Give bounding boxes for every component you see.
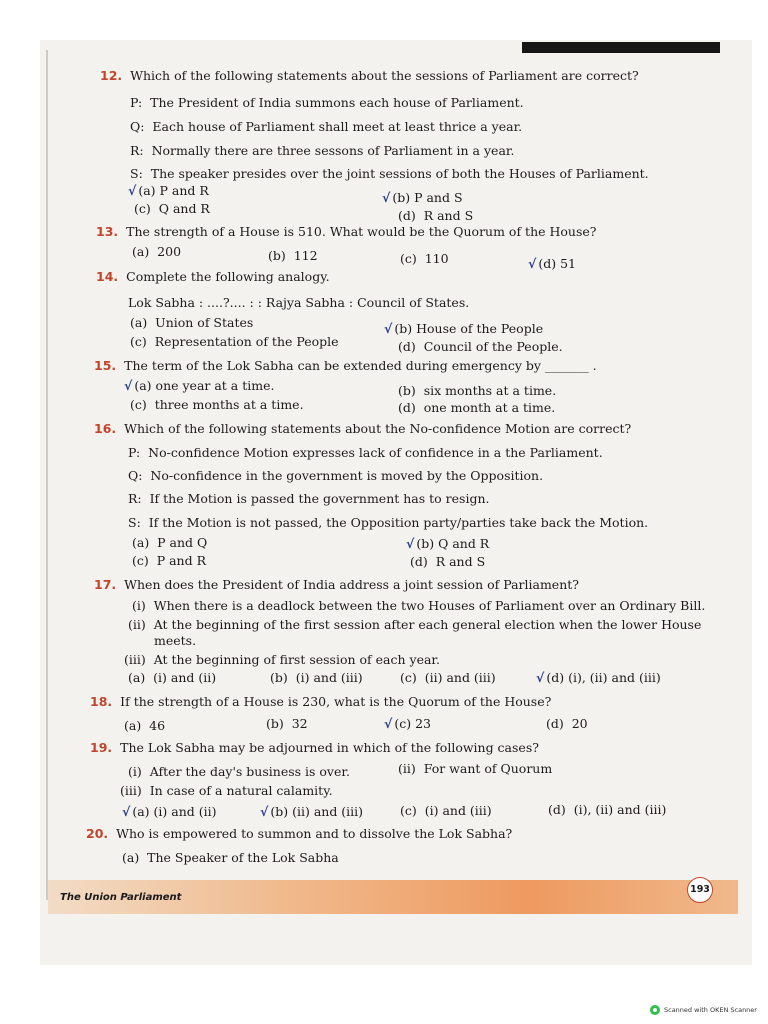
- statement-text: The President of India summons each house of Parliament.: [150, 95, 524, 110]
- scanner-text: Scanned with OKEN Scanner: [664, 1006, 757, 1014]
- option-c: [400, 803, 492, 819]
- option-c: [130, 397, 304, 413]
- analogy-line: [128, 295, 469, 311]
- option-text: (i) and (ii): [153, 670, 217, 685]
- statement-text: Each house of Parliament shall meet at least thrice a year.: [152, 119, 523, 134]
- statement-s: [130, 166, 649, 182]
- option-label: (b): [416, 536, 435, 551]
- option-text: 51: [560, 256, 576, 271]
- statement-i: [128, 764, 350, 780]
- tick-mark-icon: √: [124, 378, 133, 393]
- option-label: (b): [270, 670, 288, 685]
- statement-i: [132, 598, 705, 614]
- option-d: [528, 256, 576, 272]
- option-c: [134, 201, 210, 217]
- option-label: (b): [268, 248, 286, 263]
- option-a: [130, 315, 253, 331]
- option-text: Q and R: [438, 536, 490, 551]
- option-text: 110: [424, 251, 449, 266]
- option-text: Representation of the People: [154, 334, 339, 349]
- option-label: (d): [410, 554, 428, 569]
- statement-iii: [120, 783, 333, 799]
- question-number: 20.: [86, 826, 109, 841]
- question-number: 18.: [90, 694, 113, 709]
- option-text: three months at a time.: [154, 397, 304, 412]
- question-text: Who is empowered to summon and to dissolve the Lok Sabha?: [116, 826, 513, 841]
- question-number: 17.: [94, 577, 117, 592]
- option-label: (a): [134, 378, 152, 393]
- option-label: (b): [270, 804, 289, 819]
- tick-mark-icon: √: [384, 716, 393, 731]
- tick-mark-icon: √: [384, 321, 393, 336]
- statement-label: (i): [132, 598, 146, 613]
- statement-text: In case of a natural calamity.: [149, 783, 333, 798]
- option-d: [398, 400, 555, 416]
- option-a: [128, 670, 216, 686]
- question-text: If the strength of a House is 230, what is the Quorum of the House?: [120, 694, 552, 709]
- footer-chapter-title: The Union Parliament: [60, 892, 182, 903]
- question-number: 15.: [94, 358, 117, 373]
- statement-text: Normally there are three sessons of Parliament in a year.: [151, 143, 515, 158]
- option-text: Council of the People.: [423, 339, 563, 354]
- statement-text: At the beginning of first session of each year.: [153, 652, 441, 667]
- option-label: (b): [398, 383, 416, 398]
- option-text: P and Q: [157, 535, 208, 550]
- option-text: (ii) and (iii): [424, 670, 496, 685]
- option-c: [132, 553, 206, 569]
- option-a: [122, 850, 339, 866]
- option-b: [398, 383, 556, 399]
- option-b: [268, 248, 318, 264]
- question-text: Which of the following statements about the sessions of Parliament are correct?: [130, 68, 639, 83]
- option-text: 112: [293, 248, 318, 263]
- option-label: (c): [400, 803, 417, 818]
- option-text: Union of States: [155, 315, 254, 330]
- option-text: House of the People: [416, 321, 544, 336]
- option-text: (i), (ii) and (iii): [573, 802, 667, 817]
- question-14: [96, 269, 330, 285]
- statement-label: Q:: [130, 119, 145, 134]
- statement-ii: [398, 761, 552, 777]
- statement-label: (iii): [124, 652, 146, 667]
- question-12: [100, 68, 639, 84]
- option-label: (a): [132, 804, 150, 819]
- tick-mark-icon: √: [528, 256, 537, 271]
- question-number: 19.: [90, 740, 113, 755]
- option-text: (i) and (iii): [295, 670, 363, 685]
- statement-label: P:: [130, 95, 143, 110]
- option-text: 46: [149, 718, 166, 733]
- option-label: (b): [394, 321, 413, 336]
- option-a: [132, 244, 181, 260]
- option-label: (d): [398, 208, 416, 223]
- option-b: [270, 670, 363, 686]
- option-text: one month at a time.: [423, 400, 556, 415]
- question-17: [94, 577, 579, 593]
- statement-text: No-confidence Motion expresses lack of confidence in a the Parliament.: [148, 445, 603, 460]
- option-d: [398, 208, 473, 224]
- option-text: (i) and (ii): [153, 804, 217, 819]
- tick-mark-icon: √: [122, 804, 131, 819]
- option-label: (a): [132, 535, 150, 550]
- question-18: [90, 694, 551, 710]
- option-label: (d): [548, 802, 566, 817]
- option-text: (i) and (iii): [424, 803, 492, 818]
- question-text: The strength of a House is 510. What would be the Quorum of the House?: [126, 224, 597, 239]
- option-label: (d): [546, 670, 565, 685]
- question-text: The Lok Sabha may be adjourned in which of the following cases?: [120, 740, 539, 755]
- question-number: 13.: [96, 224, 119, 239]
- question-20: [86, 826, 512, 842]
- option-text: Q and R: [158, 201, 210, 216]
- analogy-text: Lok Sabha : ....?.... : : Rajya Sabha : Council of States.: [128, 295, 470, 310]
- tick-mark-icon: √: [536, 670, 545, 685]
- option-c: [400, 670, 496, 686]
- statement-label: R:: [130, 143, 144, 158]
- statement-r: [128, 491, 489, 507]
- statement-q: [128, 468, 543, 484]
- option-b: [382, 190, 463, 206]
- tick-mark-icon: √: [128, 183, 137, 198]
- option-b: [406, 536, 489, 552]
- option-a: [122, 804, 217, 820]
- option-d: [398, 339, 563, 355]
- option-text: one year at a time.: [155, 378, 275, 393]
- statement-text: At the beginning of the first session after each general election when the lower House: [153, 617, 702, 632]
- option-b: [260, 804, 363, 820]
- option-label: (c): [130, 334, 147, 349]
- question-number: 16.: [94, 421, 117, 436]
- statement-iii: [124, 652, 440, 668]
- option-label: (c): [132, 553, 149, 568]
- scanner-logo-icon: [650, 1005, 660, 1015]
- question-text: When does the President of India address a joint session of Parliament?: [124, 577, 579, 592]
- statement-p: [130, 95, 524, 111]
- option-text: P and R: [156, 553, 206, 568]
- option-text: six months at a time.: [423, 383, 557, 398]
- option-label: (c): [130, 397, 147, 412]
- statement-text: meets.: [154, 633, 197, 648]
- question-number: 14.: [96, 269, 119, 284]
- question-15: [94, 358, 597, 374]
- option-label: (d): [398, 339, 416, 354]
- statement-label: Q:: [128, 468, 143, 483]
- question-text: The term of the Lok Sabha can be extended during emergency by _______ .: [124, 358, 597, 373]
- option-label: (c): [394, 716, 412, 731]
- option-label: (b): [266, 716, 284, 731]
- statement-r: [130, 143, 514, 159]
- statement-text: After the day's business is over.: [149, 764, 350, 779]
- statement-text: For want of Quorum: [423, 761, 553, 776]
- option-a: [132, 535, 207, 551]
- option-b: [266, 716, 308, 732]
- statement-s: [128, 515, 648, 531]
- statement-label: S:: [128, 515, 141, 530]
- statement-text: The speaker presides over the joint sessions of both the Houses of Parliament.: [150, 166, 649, 181]
- option-text: 23: [415, 716, 431, 731]
- statement-label: P:: [128, 445, 141, 460]
- page-number-badge: 193: [687, 877, 713, 903]
- tick-mark-icon: √: [382, 190, 391, 205]
- statement-p: [128, 445, 603, 461]
- question-19: [90, 740, 539, 756]
- statement-q: [130, 119, 522, 135]
- option-label: (a): [122, 850, 140, 865]
- statement-ii: [128, 617, 701, 633]
- question-13: [96, 224, 596, 240]
- option-c: [384, 716, 431, 732]
- option-d: [548, 802, 666, 818]
- option-label: (a): [130, 315, 148, 330]
- option-label: (c): [134, 201, 151, 216]
- option-label: (a): [128, 670, 146, 685]
- option-a: [128, 183, 209, 199]
- question-number: 12.: [100, 68, 123, 83]
- question-16: [94, 421, 631, 437]
- option-text: P and R: [159, 183, 209, 198]
- option-label: (a): [138, 183, 156, 198]
- option-text: 32: [291, 716, 308, 731]
- statement-text: No-confidence in the government is moved by the Opposition.: [150, 468, 544, 483]
- option-label: (c): [400, 670, 417, 685]
- option-text: P and S: [414, 190, 463, 205]
- option-text: R and S: [435, 554, 486, 569]
- option-d: [546, 716, 588, 732]
- option-label: (a): [132, 244, 150, 259]
- question-text: Which of the following statements about the No-confidence Motion are correct?: [124, 421, 632, 436]
- option-text: (ii) and (iii): [292, 804, 364, 819]
- option-c: [130, 334, 339, 350]
- option-text: 200: [157, 244, 182, 259]
- option-b: [384, 321, 543, 337]
- statement-text: If the Motion is not passed, the Opposition party/parties take back the Motion.: [148, 515, 649, 530]
- statement-label: (ii): [128, 617, 146, 632]
- statement-label: (i): [128, 764, 142, 779]
- statement-label: (ii): [398, 761, 416, 776]
- statement-ii-continued: [154, 633, 196, 649]
- statement-label: S:: [130, 166, 143, 181]
- option-text: 20: [571, 716, 588, 731]
- statement-text: If the Motion is passed the government has to resign.: [149, 491, 490, 506]
- option-d: [536, 670, 661, 686]
- scanner-watermark: [650, 1005, 757, 1015]
- option-label: (c): [400, 251, 417, 266]
- option-c: [400, 251, 449, 267]
- tick-mark-icon: √: [260, 804, 269, 819]
- statement-label: R:: [128, 491, 142, 506]
- tick-mark-icon: √: [406, 536, 415, 551]
- option-label: (d): [546, 716, 564, 731]
- option-d: [410, 554, 485, 570]
- option-label: (a): [124, 718, 142, 733]
- option-label: (b): [392, 190, 411, 205]
- option-label: (d): [398, 400, 416, 415]
- statement-label: (iii): [120, 783, 142, 798]
- option-text: The Speaker of the Lok Sabha: [147, 850, 339, 865]
- option-a: [124, 718, 165, 734]
- question-text: Complete the following analogy.: [126, 269, 330, 284]
- option-text: R and S: [423, 208, 474, 223]
- option-label: (d): [538, 256, 557, 271]
- option-a: [124, 378, 274, 394]
- option-text: (i), (ii) and (iii): [568, 670, 661, 685]
- statement-text: When there is a deadlock between the two Houses of Parliament over an Ordinary Bill.: [153, 598, 706, 613]
